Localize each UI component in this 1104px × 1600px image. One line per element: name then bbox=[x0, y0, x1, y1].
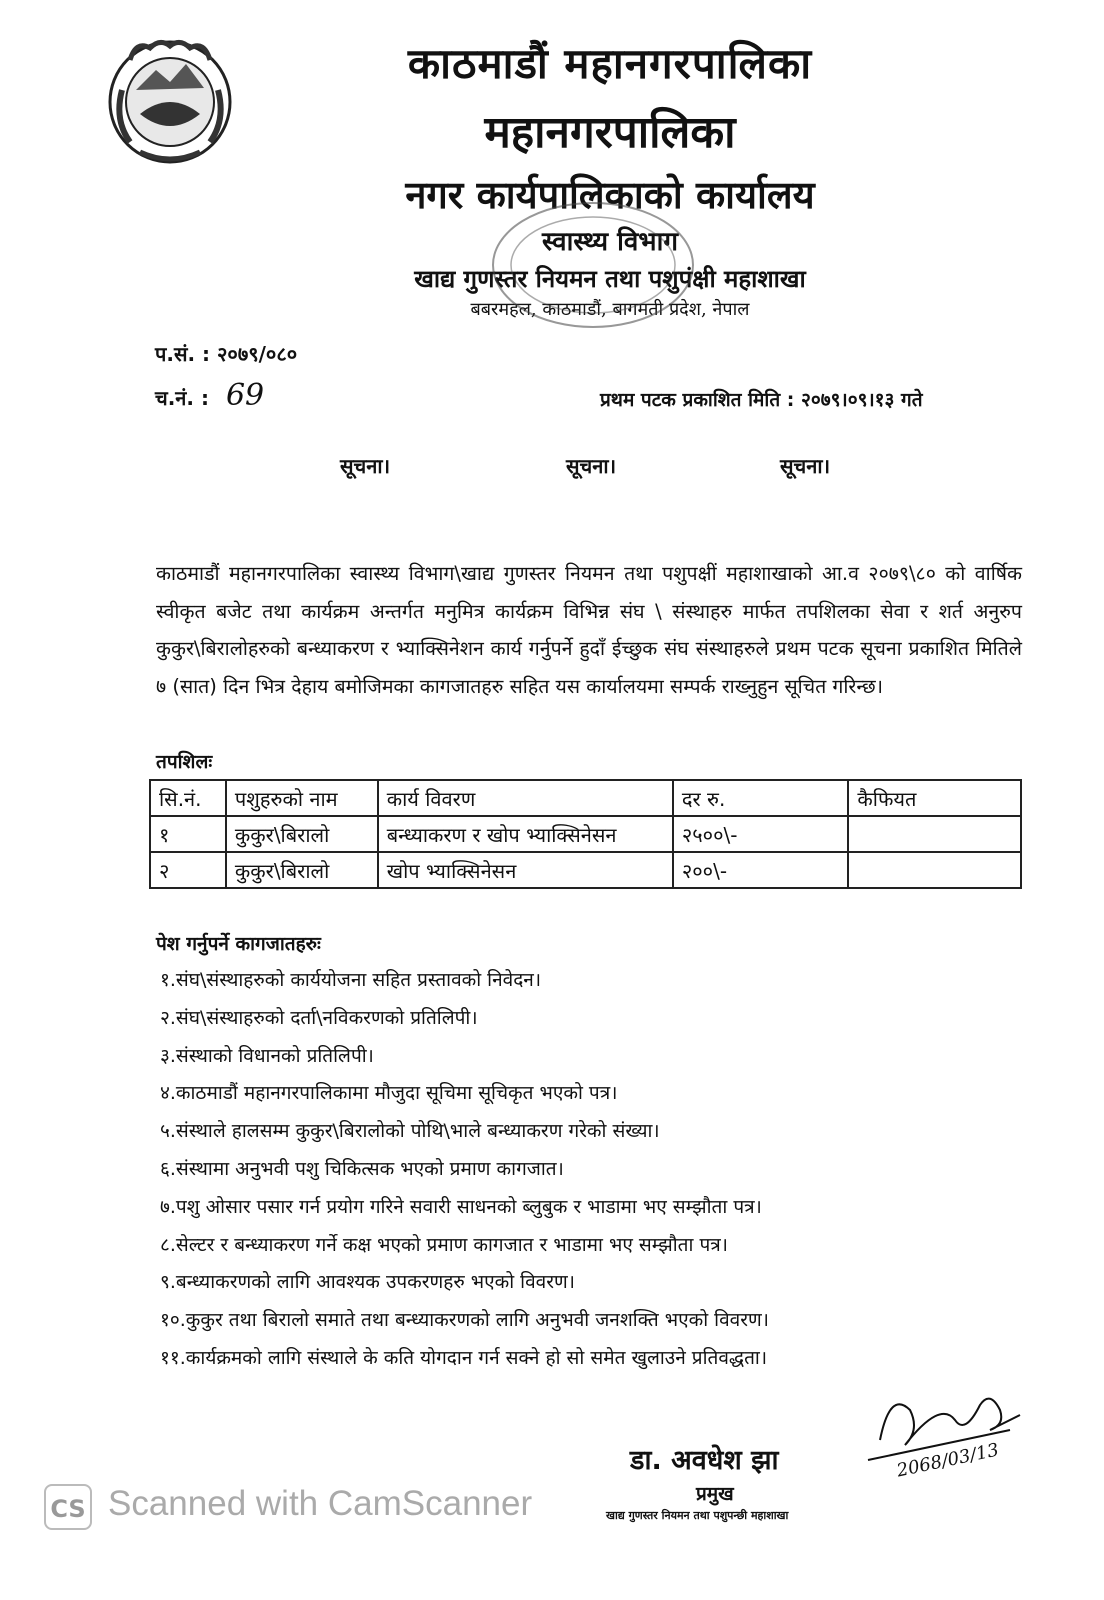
list-item: २.संघ\संस्थाहरुको दर्ता\नविकरणको प्रतिलिपी। bbox=[160, 1006, 478, 1029]
documents-list bbox=[160, 962, 1030, 1378]
list-item: १.संघ\संस्थाहरुको कार्ययोजना सहित प्रस्तावको निवेदन। bbox=[160, 969, 542, 991]
table-header-cell: पशुहरुको नाम bbox=[226, 780, 378, 816]
table-row bbox=[150, 816, 1021, 852]
published-value: २०७९।०९।१३ गते bbox=[801, 389, 923, 411]
nepal-emblem-logo bbox=[100, 30, 240, 170]
table-cell: २००\- bbox=[673, 852, 849, 888]
table-cell: कुकुर\बिरालो bbox=[226, 816, 378, 852]
header-line-address: बबरमहल, काठमाडौं, बागमती प्रदेश, नेपाल bbox=[470, 299, 750, 320]
header-line-metropolitan: महानगरपालिका bbox=[484, 107, 736, 158]
list-item: ४.काठमाडौं महानगरपालिकामा मौजुदा सूचिमा सूचिकृत भएको पत्र। bbox=[160, 1082, 618, 1105]
reference-ps bbox=[155, 340, 297, 367]
published-label: प्रथम पटक प्रकाशित मिति : bbox=[600, 389, 795, 411]
list-item: ८.सेल्टर र बन्ध्याकरण गर्ने कक्ष भएको प्रमाण कागजात र भाडामा भए सम्झौता पत्र। bbox=[160, 1233, 728, 1256]
camscanner-logo-icon: CS bbox=[44, 1484, 92, 1530]
notice-heading: सूचना। bbox=[780, 454, 831, 478]
table-header-row bbox=[150, 780, 1021, 816]
table-header-cell: दर रु. bbox=[673, 780, 849, 816]
list-item: ९.बन्ध्याकरणको लागि आवश्यक उपकरणहरु भएको विवरण। bbox=[160, 1271, 575, 1294]
list-item: ६.संस्थामा अनुभवी पशु चिकित्सक भएको प्रमाण कागजात। bbox=[160, 1157, 564, 1180]
table-cell bbox=[848, 816, 1021, 852]
documents-title: पेश गर्नुपर्ने कागजातहरुः bbox=[156, 933, 321, 955]
header-line-department: स्वास्थ्य विभाग bbox=[542, 227, 678, 257]
notice-body-paragraph: काठमाडौं महानगरपालिका स्वास्थ्य विभाग\खाद्य गुणस्तर नियमन तथा पशुपक्षीं महाशाखाको आ.व २०७९\८० को वार्षिक स्वीकृत बजेट तथा कार्यक्रम अन्तर्गत मनुमित्र कार्यक्रम विभिन्न संघ \ संस्थाहरु मार्फत तपशिलका सेवा र शर्त अनुरुप कुकुर\बिरालोहरुको बन्ध्याकरण र भ्याक्सिनेशन कार्य गर्नुपर्ने हुदाँ ईच्छुक संघ संस्थाहरुले प्रथम पटक सूचना प्रकाशित मितिले ७ (सात) दिन भित्र देहाय बमोजिमका कागजातहरु सहित यस कार्यालयमा सम्पर्क राख्नुहुन सूचित गरिन्छ। bbox=[156, 562, 1022, 698]
cn-value-handwritten: 69 bbox=[225, 378, 265, 413]
table-cell: २ bbox=[150, 852, 226, 888]
camscanner-watermark-text: Scanned with CamScanner bbox=[108, 1484, 533, 1523]
table-cell: कुकुर\बिरालो bbox=[226, 852, 378, 888]
table-cell: २५००\- bbox=[673, 816, 849, 852]
office-seal-stamp bbox=[478, 190, 708, 340]
list-item: ५.संस्थाले हालसम्म कुकुर\बिरालोको पोथि\भाले बन्ध्याकरण गरेको संख्या। bbox=[160, 1120, 660, 1143]
table-header-cell: सि.नं. bbox=[150, 780, 226, 816]
list-item: ३.संस्थाको विधानको प्रतिलिपी। bbox=[160, 1044, 374, 1067]
table-cell bbox=[848, 852, 1021, 888]
signatory-role: प्रमुख bbox=[696, 1483, 734, 1505]
header-line-municipality: काठमाडौं महानगरपालिका bbox=[407, 39, 813, 88]
table-cell: १ bbox=[150, 816, 226, 852]
table-header-cell: कार्य विवरण bbox=[378, 780, 673, 816]
list-item: ७.पशु ओसार पसार गर्न प्रयोग गरिने सवारी साधनको ब्लुबुक र भाडामा भए सम्झौता पत्र। bbox=[160, 1195, 762, 1218]
service-rate-table bbox=[149, 779, 1022, 889]
signatory-name: डा. अवधेश झा bbox=[630, 1445, 779, 1476]
signatory-department: खाद्य गुणस्तर नियमन तथा पशुपन्छी महाशाखा bbox=[606, 1509, 789, 1522]
table-row bbox=[150, 852, 1021, 888]
handwritten-date: 2068/03/13 bbox=[894, 1439, 1001, 1482]
notice-heading: सूचना। bbox=[566, 454, 617, 478]
ps-value: २०७९/०८० bbox=[217, 342, 298, 366]
list-item: ११.कार्यक्रमको लागि संस्थाले के कति योगदान गर्न सक्ने हो सो समेत खुलाउने प्रतिवद्धता। bbox=[160, 1346, 768, 1369]
header-line-office: नगर कार्यपालिकाको कार्यालय bbox=[405, 172, 815, 217]
table-cell: खोप भ्याक्सिनेसन bbox=[378, 852, 673, 888]
notice-heading: सूचना। bbox=[340, 454, 391, 478]
header-line-division: खाद्य गुणस्तर नियमन तथा पशुपंक्षी महाशाखा bbox=[414, 264, 806, 293]
table-title: तपशिलः bbox=[156, 751, 213, 773]
reference-cn bbox=[155, 378, 264, 413]
published-date bbox=[600, 386, 923, 412]
cn-label: च.नं. : bbox=[155, 386, 209, 410]
ps-label: प.सं. : bbox=[155, 342, 211, 366]
table-header-cell: कैफियत bbox=[848, 780, 1021, 816]
table-cell: बन्ध्याकरण र खोप भ्याक्सिनेसन bbox=[378, 816, 673, 852]
list-item: १०.कुकुर तथा बिरालो समाते तथा बन्ध्याकरणको लागि अनुभवी जनशक्ति भएको विवरण। bbox=[160, 1309, 769, 1332]
